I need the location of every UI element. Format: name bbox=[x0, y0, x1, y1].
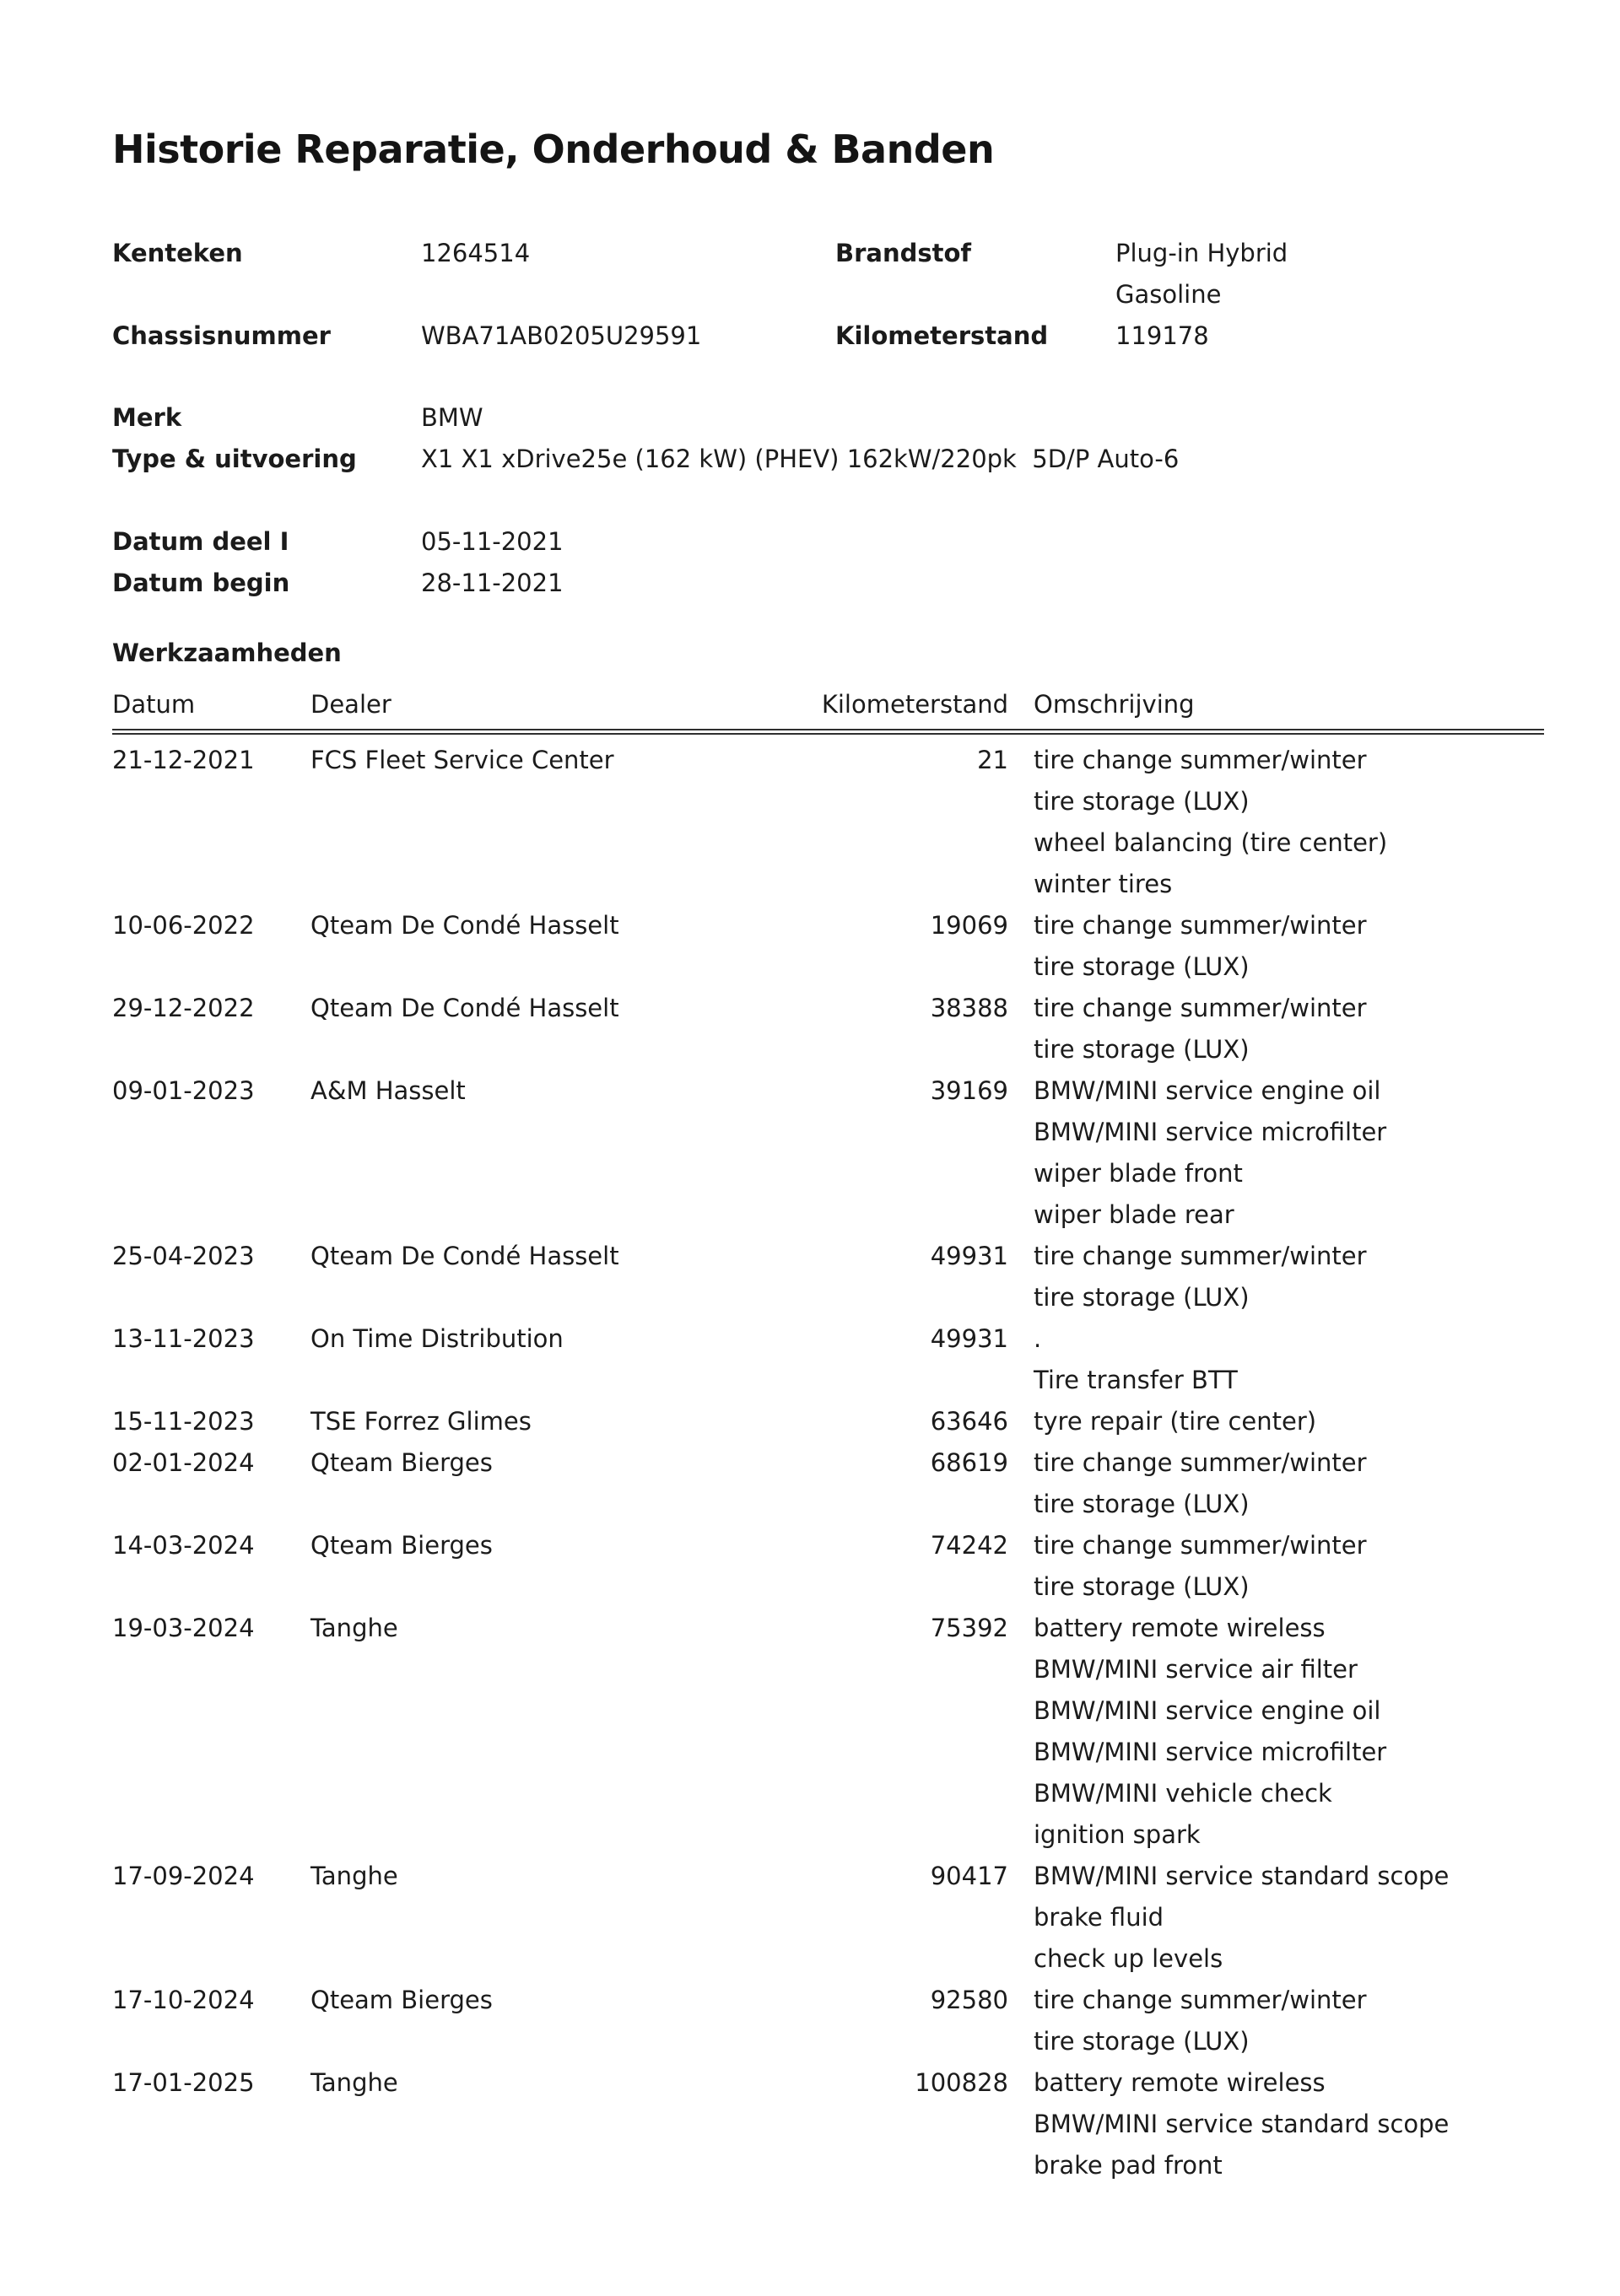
description-line: BMW/MINI service standard scope bbox=[1034, 1862, 1450, 1890]
vehicle-id-block bbox=[112, 233, 1544, 357]
description-line: tire change summer/winter bbox=[1034, 1531, 1367, 1560]
datum-begin-label: Datum begin bbox=[112, 569, 290, 597]
entry-date: 15-11-2023 bbox=[112, 1407, 255, 1436]
entry-descriptions bbox=[1008, 1608, 1544, 1856]
type-uitvoering-value: X1 X1 xDrive25e (162 kW) (PHEV) 162kW/220pk 5D/P Auto-6 bbox=[421, 445, 1180, 473]
table-row bbox=[112, 740, 1544, 905]
entry-date: 14-03-2024 bbox=[112, 1531, 255, 1560]
entry-descriptions bbox=[1008, 1236, 1544, 1318]
table-row bbox=[112, 1070, 1544, 1236]
column-header-kilometerstand: Kilometerstand bbox=[821, 690, 1008, 719]
entry-km: 92580 bbox=[930, 1986, 1008, 2014]
kenteken-label: Kenteken bbox=[112, 239, 243, 267]
entry-descriptions bbox=[1008, 1442, 1544, 1525]
description-line: brake pad front bbox=[1034, 2151, 1223, 2180]
entry-date: 13-11-2023 bbox=[112, 1324, 255, 1353]
entry-dealer: Qteam Bierges bbox=[310, 1986, 493, 2014]
description-line: tire storage (LUX) bbox=[1034, 1572, 1250, 1601]
work-entries bbox=[112, 740, 1544, 2186]
table-row bbox=[112, 988, 1544, 1070]
kenteken-value: 1264514 bbox=[421, 239, 531, 267]
table-header-rule bbox=[112, 729, 1544, 735]
entry-km: 21 bbox=[977, 746, 1008, 774]
entry-km: 19069 bbox=[930, 911, 1008, 940]
entry-dealer: Qteam Bierges bbox=[310, 1531, 493, 1560]
kilometerstand-label: Kilometerstand bbox=[835, 321, 1049, 350]
chassisnummer-value: WBA71AB0205U29591 bbox=[421, 321, 702, 350]
work-table-header bbox=[112, 684, 1544, 725]
entry-descriptions bbox=[1008, 1856, 1544, 1980]
datum-deel-i-value: 05-11-2021 bbox=[421, 527, 564, 556]
entry-dealer: A&M Hasselt bbox=[310, 1076, 466, 1105]
entry-date: 17-10-2024 bbox=[112, 1986, 255, 2014]
dates-block bbox=[112, 521, 1544, 604]
entry-descriptions bbox=[1008, 1318, 1544, 1401]
description-line: tire change summer/winter bbox=[1034, 911, 1367, 940]
datum-deel-i-label: Datum deel I bbox=[112, 527, 289, 556]
description-line: tire change summer/winter bbox=[1034, 1242, 1367, 1270]
description-line: tire storage (LUX) bbox=[1034, 2027, 1250, 2056]
merk-label: Merk bbox=[112, 403, 182, 432]
chassisnummer-label: Chassisnummer bbox=[112, 321, 331, 350]
description-line: tire change summer/winter bbox=[1034, 746, 1367, 774]
brandstof-label: Brandstof bbox=[835, 239, 972, 267]
table-row bbox=[112, 1856, 1544, 1980]
brandstof-value: Plug-in Hybrid Gasoline bbox=[1115, 239, 1296, 309]
kilometerstand-value: 119178 bbox=[1115, 321, 1209, 350]
entry-date: 17-01-2025 bbox=[112, 2068, 255, 2097]
entry-descriptions bbox=[1008, 1401, 1544, 1442]
table-row bbox=[112, 1442, 1544, 1525]
entry-dealer: Tanghe bbox=[310, 2068, 398, 2097]
entry-dealer: Qteam De Condé Hasselt bbox=[310, 911, 619, 940]
entry-descriptions bbox=[1008, 740, 1544, 905]
entry-km: 74242 bbox=[930, 1531, 1008, 1560]
column-header-datum: Datum bbox=[112, 690, 196, 719]
description-line: wiper blade rear bbox=[1034, 1200, 1234, 1229]
entry-date: 29-12-2022 bbox=[112, 994, 255, 1022]
entry-dealer: Qteam De Condé Hasselt bbox=[310, 1242, 619, 1270]
entry-dealer: Tanghe bbox=[310, 1862, 398, 1890]
description-line: BMW/MINI service microfilter bbox=[1034, 1738, 1387, 1766]
entry-km: 38388 bbox=[930, 994, 1008, 1022]
entry-descriptions bbox=[1008, 2062, 1544, 2186]
entry-date: 25-04-2023 bbox=[112, 1242, 255, 1270]
description-line: tire storage (LUX) bbox=[1034, 1283, 1250, 1312]
entry-date: 10-06-2022 bbox=[112, 911, 255, 940]
description-line: . bbox=[1034, 1324, 1042, 1353]
entry-descriptions bbox=[1008, 1070, 1544, 1236]
entry-dealer: On Time Distribution bbox=[310, 1324, 564, 1353]
entry-date: 02-01-2024 bbox=[112, 1448, 255, 1477]
entry-descriptions bbox=[1008, 1980, 1544, 2062]
table-row bbox=[112, 1608, 1544, 1856]
entry-descriptions bbox=[1008, 1525, 1544, 1608]
type-uitvoering-label: Type & uitvoering bbox=[112, 445, 357, 473]
description-line: tyre repair (tire center) bbox=[1034, 1407, 1317, 1436]
vehicle-type-block bbox=[112, 397, 1544, 480]
description-line: tire storage (LUX) bbox=[1034, 787, 1250, 816]
description-line: winter tires bbox=[1034, 870, 1173, 898]
description-line: BMW/MINI service standard scope bbox=[1034, 2110, 1450, 2138]
description-line: tire storage (LUX) bbox=[1034, 1035, 1250, 1064]
entry-dealer: Tanghe bbox=[310, 1614, 398, 1642]
entry-dealer: FCS Fleet Service Center bbox=[310, 746, 614, 774]
entry-date: 17-09-2024 bbox=[112, 1862, 255, 1890]
description-line: BMW/MINI service air filter bbox=[1034, 1655, 1358, 1684]
entry-descriptions bbox=[1008, 905, 1544, 988]
description-line: wheel balancing (tire center) bbox=[1034, 828, 1388, 857]
table-row bbox=[112, 2062, 1544, 2186]
description-line: BMW/MINI service microfilter bbox=[1034, 1118, 1387, 1146]
entry-km: 90417 bbox=[930, 1862, 1008, 1890]
description-line: tire storage (LUX) bbox=[1034, 1490, 1250, 1518]
entry-km: 39169 bbox=[930, 1076, 1008, 1105]
description-line: tire change summer/winter bbox=[1034, 1986, 1367, 2014]
datum-begin-value: 28-11-2021 bbox=[421, 569, 564, 597]
description-line: tire change summer/winter bbox=[1034, 1448, 1367, 1477]
entry-km: 49931 bbox=[930, 1324, 1008, 1353]
entry-km: 68619 bbox=[930, 1448, 1008, 1477]
description-line: ignition spark bbox=[1034, 1820, 1201, 1849]
entry-date: 21-12-2021 bbox=[112, 746, 255, 774]
table-row bbox=[112, 1401, 1544, 1442]
entry-km: 49931 bbox=[930, 1242, 1008, 1270]
description-line: Tire transfer BTT bbox=[1034, 1366, 1238, 1394]
entry-date: 09-01-2023 bbox=[112, 1076, 255, 1105]
column-header-omschrijving: Omschrijving bbox=[1034, 690, 1195, 719]
entry-date: 19-03-2024 bbox=[112, 1614, 255, 1642]
description-line: BMW/MINI vehicle check bbox=[1034, 1779, 1332, 1808]
description-line: wiper blade front bbox=[1034, 1159, 1243, 1188]
merk-value: BMW bbox=[421, 403, 483, 432]
entry-km: 63646 bbox=[930, 1407, 1008, 1436]
description-line: battery remote wireless bbox=[1034, 1614, 1326, 1642]
page-title: Historie Reparatie, Onderhoud & Banden bbox=[112, 127, 995, 172]
description-line: BMW/MINI service engine oil bbox=[1034, 1076, 1381, 1105]
entry-km: 75392 bbox=[930, 1614, 1008, 1642]
table-row bbox=[112, 905, 1544, 988]
table-row bbox=[112, 1236, 1544, 1318]
description-line: tire change summer/winter bbox=[1034, 994, 1367, 1022]
werkzaamheden-heading: Werkzaamheden bbox=[112, 639, 342, 667]
entry-km: 100828 bbox=[915, 2068, 1008, 2097]
column-header-dealer: Dealer bbox=[310, 690, 392, 719]
description-line: brake fluid bbox=[1034, 1903, 1164, 1932]
description-line: BMW/MINI service engine oil bbox=[1034, 1696, 1381, 1725]
description-line: battery remote wireless bbox=[1034, 2068, 1326, 2097]
description-line: tire storage (LUX) bbox=[1034, 952, 1250, 981]
table-row bbox=[112, 1525, 1544, 1608]
description-line: check up levels bbox=[1034, 1944, 1223, 1973]
entry-dealer: Qteam Bierges bbox=[310, 1448, 493, 1477]
table-row bbox=[112, 1318, 1544, 1401]
entry-dealer: Qteam De Condé Hasselt bbox=[310, 994, 619, 1022]
entry-descriptions bbox=[1008, 988, 1544, 1070]
entry-dealer: TSE Forrez Glimes bbox=[310, 1407, 532, 1436]
table-row bbox=[112, 1980, 1544, 2062]
